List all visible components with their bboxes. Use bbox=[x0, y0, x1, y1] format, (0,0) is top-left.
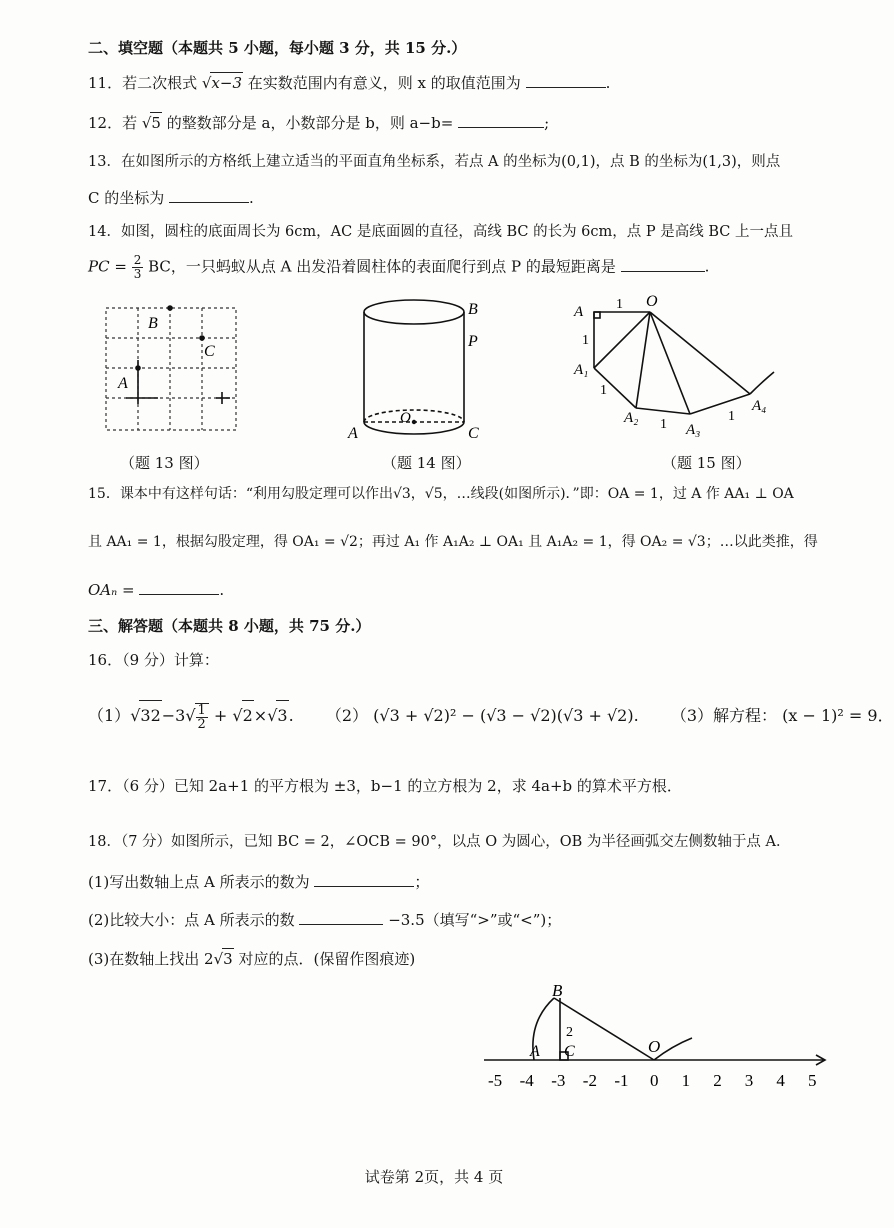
fig18-label-a: A bbox=[530, 1043, 540, 1060]
question-18-sub1 bbox=[88, 872, 429, 892]
figure-13-caption: （题 13 图） bbox=[120, 454, 209, 472]
fig15-label-a: A bbox=[574, 304, 584, 320]
figure-15-caption: （题 15 图） bbox=[662, 454, 751, 472]
q16-part3-label: （3）解方程： bbox=[670, 706, 778, 725]
figure-18-number-line bbox=[478, 976, 834, 1100]
fig15-label-one-a1a2: 1 bbox=[600, 383, 607, 398]
q18-sub2-blank[interactable] bbox=[299, 910, 383, 925]
fig13-label-b: B bbox=[148, 315, 158, 332]
q18-sub3-radicand: 3 bbox=[223, 950, 233, 968]
q14-pc: PC = bbox=[88, 257, 127, 276]
q11-answer-blank[interactable] bbox=[526, 73, 606, 88]
fig18-label-two: 2 bbox=[566, 1025, 573, 1040]
q12-answer-blank[interactable] bbox=[458, 113, 544, 128]
q18-sub1-end: ； bbox=[414, 873, 430, 891]
question-16-parts: （1）√32−3√ $\frac{1}{2}$ + √2×√3. （2） (√3 + √2)² − (√3 − √2)(√3 + √2). （3）解方程： (x − 1)² = 9． bbox=[88, 700, 894, 731]
question-17: 17．（6 分）已知 2a+1 的平方根为 ±3，b−1 的立方根为 2，求 4a+b 的算术平方根． bbox=[88, 777, 682, 795]
q13-end: . bbox=[249, 189, 254, 207]
q18-sub3-pre: (3)在数轴上找出 bbox=[88, 950, 200, 968]
fig18-tick-3: 3 bbox=[744, 1071, 754, 1090]
q18-sub1-text: (1)写出数轴上点 A 所表示的数为 bbox=[88, 873, 310, 891]
fig14-label-o: O bbox=[400, 410, 411, 426]
question-18-sub2 bbox=[88, 910, 561, 930]
figure-13-grid bbox=[98, 300, 248, 440]
q18-sub3-post: 对应的点．(保留作图痕迹) bbox=[238, 950, 416, 968]
fig15-label-a4: A₄ bbox=[752, 398, 767, 414]
fig15-label-one-top: 1 bbox=[616, 297, 623, 312]
fig15-label-one-a3a4: 1 bbox=[728, 409, 735, 424]
q11-end: . bbox=[605, 74, 611, 92]
fig15-label-a2: A₂ bbox=[624, 410, 639, 426]
fig14-label-b: B bbox=[468, 301, 478, 318]
q14-text: BC，一只蚂蚁从点 A 出发沿着圆柱体的表面爬行到点 P 的最短距离是 bbox=[148, 257, 616, 276]
q12-text: 的整数部分是 a，小数部分是 b，则 a−b= bbox=[166, 114, 454, 132]
question-15-line1: 15．课本中有这样句话：“利用勾股定理可以作出√3，√5，…线段(如图所示)．”即：OA = 1，过 A 作 AA₁ ⊥ OA bbox=[88, 486, 794, 502]
q16-part1-r1: 32 bbox=[139, 700, 161, 731]
fig15-label-a3: A₃ bbox=[686, 422, 701, 438]
fig18-tick-1: 1 bbox=[681, 1071, 691, 1090]
question-15-line2: 且 AA₁ = 1，根据勾股定理，得 OA₁ = √2；再过 A₁ 作 A₁A₂ ⊥ OA₁ 且 A₁A₂ = 1，得 OA₂ = √3；…以此类推，得 bbox=[88, 534, 818, 550]
q14-fraction: $\frac{2}{3}$ bbox=[133, 253, 142, 281]
question-12: 12．若 √5 的整数部分是 a，小数部分是 b，则 a−b= ; bbox=[88, 114, 550, 132]
q16-part1-times: × bbox=[253, 706, 268, 725]
question-15-line3 bbox=[88, 580, 224, 600]
q18-sub2-pre: (2)比较大小：点 A 所表示的数 bbox=[88, 911, 295, 929]
q16-part1-r3: 3 bbox=[276, 700, 288, 731]
q16-part1-r2: 2 bbox=[242, 700, 254, 731]
fig18-label-b: B bbox=[552, 981, 563, 1000]
question-18-sub3: (3)在数轴上找出 2√3 对应的点．(保留作图痕迹) bbox=[88, 950, 416, 968]
q18-sub1-blank[interactable] bbox=[314, 872, 414, 887]
fig18-tick--5: -5 bbox=[488, 1071, 503, 1090]
q18-sub3-coef: 2 bbox=[204, 950, 214, 968]
q13-text: C 的坐标为 bbox=[88, 189, 165, 207]
fig18-tick-5: 5 bbox=[808, 1071, 817, 1090]
q15-answer-blank[interactable] bbox=[139, 580, 219, 595]
fig13-label-a: A bbox=[118, 375, 128, 392]
fig18-label-c: C bbox=[564, 1043, 575, 1060]
q16-part2-label: （2） bbox=[325, 706, 369, 725]
q14-answer-blank[interactable] bbox=[621, 257, 705, 272]
q14-end: . bbox=[704, 257, 710, 276]
fig18-tick--2: -2 bbox=[582, 1071, 597, 1090]
q16-part1-mid: −3 bbox=[161, 706, 186, 725]
q13-answer-blank[interactable] bbox=[169, 188, 249, 203]
fig15-label-o: O bbox=[646, 293, 658, 310]
question-14-line1: 14．如图，圆柱的底面周长为 6cm，AC 是底面圆的直径，高线 BC 的长为 6cm，点 P 是高线 BC 上一点且 bbox=[88, 224, 793, 240]
q16-part1-label: （1） bbox=[88, 706, 131, 725]
q15-end: . bbox=[219, 581, 225, 599]
question-16-title: 16．（9 分）计算： bbox=[88, 651, 219, 669]
fig13-label-c: C bbox=[204, 343, 215, 360]
q12-prefix: 12．若 bbox=[88, 114, 138, 132]
q16-part1-frac: $\frac{1}{2}$ bbox=[195, 703, 209, 731]
question-11: 11．若二次根式 √x−3 在实数范围内有意义，则 x 的取值范围为 . bbox=[88, 74, 611, 92]
fig15-label-a1: A₁ bbox=[574, 362, 589, 378]
fig18-tick--3: -3 bbox=[551, 1071, 566, 1090]
fig18-tick-0: 0 bbox=[650, 1071, 659, 1090]
q11-radicand: x−3 bbox=[211, 74, 242, 92]
question-18: 18．（7 分）如图所示，已知 BC = 2，∠OCB = 90°，以点 O 为圆心，OB 为半径画弧交左侧数轴于点 A． bbox=[88, 834, 791, 850]
q16-part2-expr: (√3 + √2)² − (√3 − √2)(√3 + √2). bbox=[373, 706, 639, 725]
q18-sub2-post: −3.5（填写“>”或“<”)； bbox=[388, 911, 562, 929]
q16-part3-expr: (x − 1)² = 9． bbox=[782, 706, 894, 725]
fig18-tick-labels bbox=[488, 1071, 817, 1090]
q16-part1-end: . bbox=[288, 706, 294, 725]
fig18-label-o: O bbox=[648, 1037, 661, 1056]
figure-15-spiral bbox=[570, 290, 790, 440]
q12-end: ; bbox=[544, 114, 550, 132]
fig18-tick--4: -4 bbox=[519, 1071, 534, 1090]
question-13-line1: 13．在如图所示的方格纸上建立适当的平面直角坐标系，若点 A 的坐标为(0,1)，点 B 的坐标为(1,3)，则点 bbox=[88, 154, 781, 170]
q12-radicand: 5 bbox=[151, 114, 161, 132]
fig14-label-a: A bbox=[348, 425, 358, 442]
fill-section-header: 二、填空题（本题共 5 小题，每小题 3 分，共 15 分.） bbox=[88, 39, 467, 57]
fig15-label-one-left: 1 bbox=[582, 333, 589, 348]
question-14-line2 bbox=[88, 254, 709, 281]
page-footer: 试卷第 2页，共 4 页 bbox=[364, 1168, 504, 1186]
solve-section-header: 三、解答题（本题共 8 小题，共 75 分.） bbox=[88, 617, 371, 635]
fig18-tick--1: -1 bbox=[614, 1071, 629, 1090]
q15-oan: OAₙ = bbox=[88, 581, 135, 599]
fig18-tick-4: 4 bbox=[776, 1071, 785, 1090]
question-13-line2 bbox=[88, 188, 254, 208]
figure-14-caption: （题 14 图） bbox=[382, 454, 471, 472]
fig14-label-c: C bbox=[468, 425, 479, 442]
q11-text: 在实数范围内有意义，则 x 的取值范围为 bbox=[247, 74, 521, 92]
fig15-label-one-a2a3: 1 bbox=[660, 417, 667, 432]
figure-14-cylinder bbox=[342, 292, 502, 452]
fig18-tick-2: 2 bbox=[713, 1071, 722, 1090]
q11-prefix: 11．若二次根式 bbox=[88, 74, 198, 92]
fig14-label-p: P bbox=[468, 333, 478, 350]
